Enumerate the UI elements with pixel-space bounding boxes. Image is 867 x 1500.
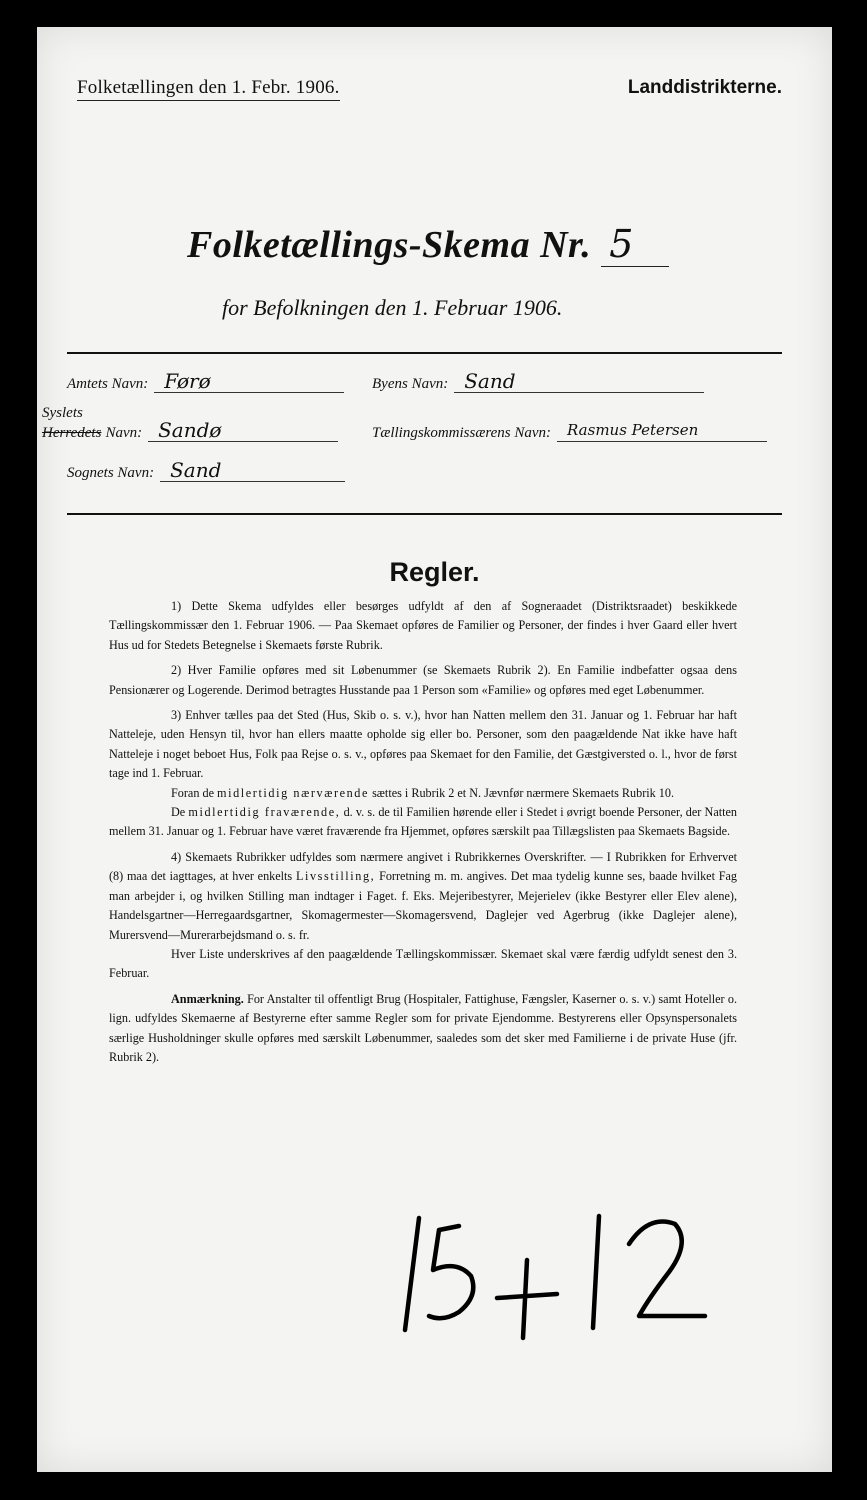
rule-3c-spaced: midlertidig fraværende,	[188, 805, 341, 820]
kommissaer-field	[372, 419, 767, 442]
rule-3c-post: d. v. s. de til Familien hørende eller i Stedet i øvrigt boende Personer, der Natten mellem 31. Januar og 1. Februar have været fraværende fra Hjemmet, opføres særskilt paa Tillægslisten paa Skemaets Bagside.	[109, 805, 738, 839]
bottom-divider	[67, 513, 782, 515]
herred-label-struck: Herredets	[42, 425, 102, 441]
amt-field	[67, 370, 344, 393]
form-number: 5	[601, 222, 669, 267]
rule-3b-post: sættes i Rubrik 2 et N. Jævnfør nærmere Skemaets Rubrik 10.	[372, 785, 675, 800]
remark-text: For Anstalter til offentligt Brug (Hospitaler, Fattighuse, Fængsler, Kaserner o. s. v.) samt Hoteller o. lign. udfyldes Skemaerne af Bestyrerne efter samme Regler som for private Ejendomme. Bestyrerens eller Opsynspersonalets særlige Husholdninger skulle opføres med særskilt Løbenummer, saaledes som det sker med Familierne i de private Huse (jfr. Rubrik 2).	[109, 991, 737, 1064]
form-title	[187, 222, 669, 267]
sysl-handwritten-label: Syslets	[42, 405, 83, 421]
rule-3b-pre: Foran de	[171, 785, 214, 800]
sogn-label: Sognets Navn:	[67, 465, 155, 481]
amt-value: Førø	[154, 370, 344, 393]
sogn-field	[67, 459, 345, 482]
kommissaer-value: Rasmus Petersen	[557, 419, 767, 442]
district-type-header: Landdistrikterne.	[627, 77, 782, 98]
rule-4-spaced: Livsstilling,	[295, 869, 376, 884]
form-title-text: Folketællings-Skema Nr.	[187, 224, 592, 266]
census-date-header: Folketællingen den 1. Febr. 1906.	[77, 77, 340, 101]
top-divider	[67, 352, 782, 354]
herred-value: Sandø	[148, 419, 338, 442]
handwritten-number	[387, 1212, 717, 1357]
census-form-sheet	[37, 27, 832, 1472]
rule-3c	[109, 803, 737, 842]
amt-label: Amtets Navn:	[67, 376, 149, 392]
rule-3: 3) Enhver tælles paa det Sted (Hus, Skib o. s. v.), hvor han Natten mellem den 31. Januar og 1. Februar har haft Natteleje, uden Hensyn til, hvor han ellers maatte opholde sig eller bo. Personer, som den paagældende Nat ikke have haft Natteleje i noget beboet Hus, Folk paa Rejse o. s. v., opføres paa Skemaet for den Familie, det Gæstgiversted o. l., hvor de først tage ind 1. Februar.	[109, 708, 737, 781]
rule-1: 1) Dette Skema udfyldes eller besørges udfyldt af den af Sogneraadet (Distriktsraadet) beskikkede Tællingskommissær den 1. Februar 1906. — Paa Skemaet opføres de Familier og Personer, der findes i hver Gaard eller hvert Hus ud for Stedets Betegnelse i Skemaets første Rubrik.	[109, 599, 737, 652]
kommissaer-label: Tællingskommissærens Navn:	[372, 425, 552, 441]
herred-field	[42, 419, 338, 442]
rule-4-pre: 4) Skemaets Rubrikker udfyldes som nærmere angivet i Rubrikkernes Overskrifter. — I Rubrikken for Erhvervet (8) maa det iagttages, at hver enkelts	[109, 849, 737, 884]
rule-4	[109, 848, 737, 945]
rule-4-post: Forretning m. m. angives. Det maa tydelig kunne ses, baade hvilket Fag man arbejder i, og hvilken Stilling man indtager i Faget. f. Eks. Mejeribestyrer, Mejerielev (ikke Bestyrer eller Elev alene), Handelsgartner—Herregaardsgartner, Skomagermester—Skomagersvend, Daglejer ved Agerbrug (ikke Daglejer alene), Murersvend—Murerarbejdsmand o. s. fr.	[109, 869, 738, 942]
rule-3b-spaced: midlertidig nærværende	[217, 785, 370, 800]
herred-label: Navn:	[105, 425, 143, 441]
remark-label: Anmærkning.	[171, 991, 244, 1006]
rule-5: Hver Liste underskrives af den paagældende Tællingskommissær. Skemaet skal være færdig udfyldt senest den 3. Februar.	[109, 946, 737, 981]
sogn-value: Sand	[160, 459, 345, 482]
handwritten-number-drawing	[387, 1212, 717, 1352]
by-field	[372, 370, 704, 393]
rules-heading: Regler.	[389, 557, 480, 587]
form-subtitle: for Befolkningen den 1. Februar 1906.	[222, 295, 563, 320]
rule-2: 2) Hver Familie opføres med sit Løbenummer (se Skemaets Rubrik 2). En Familie indbefatter ogsaa dens Pensionærer og Logerende. Derimod betragtes Husstande paa 1 Person som «Familie» og opføres med eget Løbenummer.	[109, 663, 737, 697]
remark	[109, 990, 737, 1068]
rule-3c-pre: De	[171, 805, 186, 820]
by-value: Sand	[454, 370, 704, 393]
by-label: Byens Navn:	[372, 376, 449, 392]
rule-3b	[109, 784, 737, 803]
rules-text	[109, 597, 737, 1073]
